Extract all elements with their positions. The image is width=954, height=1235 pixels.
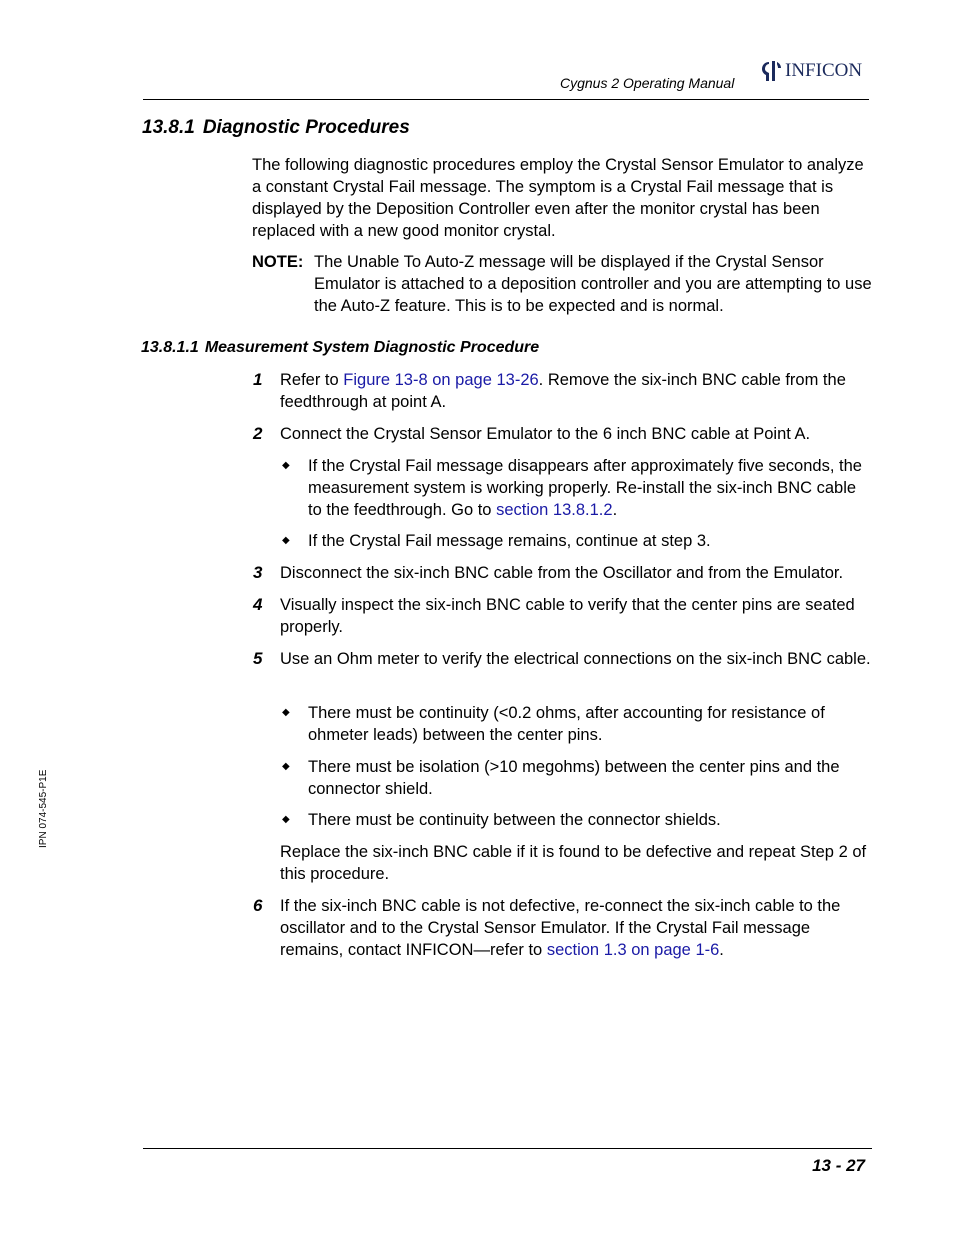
step-number: 3 xyxy=(253,563,263,582)
step-5-bullet-3: There must be continuity between the connector shields. xyxy=(308,811,721,829)
step-number: 1 xyxy=(253,370,263,389)
section-number: 13.8.1 xyxy=(142,117,195,138)
bullet-diamond-icon: ◆ xyxy=(282,761,290,772)
subsection-heading xyxy=(141,339,539,357)
section-heading xyxy=(142,117,410,139)
step-6-prefix: If the six-inch BNC cable is not defective, re-connect the six-inch cable to the oscillator and to the Crystal Sensor Emulator. If the Crystal Fail message remains, contact INFICON—refer to xyxy=(280,897,841,959)
step-3-text: Disconnect the six-inch BNC cable from the Oscillator and from the Emulator. xyxy=(280,564,844,582)
ipn-side-label: IPN 074-545-P1E xyxy=(38,769,49,848)
bullet-diamond-icon: ◆ xyxy=(282,707,290,718)
note-text: The Unable To Auto-Z message will be displayed if the Crystal Sensor Emulator is attached to a deposition controller and you are attempting to use the Auto-Z feature. This is to be expected and is normal. xyxy=(314,253,872,315)
bullet-prefix: If the Crystal Fail message disappears after approximately five seconds, the measurement system is working properly. Re-install the six-inch BNC cable to the feedthrough. Go to xyxy=(308,457,862,519)
section-link[interactable]: section 13.8.1.2 xyxy=(496,501,613,519)
subsection-number: 13.8.1.1 xyxy=(141,339,199,356)
step-2-text: Connect the Crystal Sensor Emulator to the 6 inch BNC cable at Point A. xyxy=(280,425,811,443)
bullet-diamond-icon: ◆ xyxy=(282,814,290,825)
step-1-prefix: Refer to xyxy=(280,371,344,389)
header-rule xyxy=(143,99,869,100)
intro-paragraph: The following diagnostic procedures employ the Crystal Sensor Emulator to analyze a constant Crystal Fail message. The symptom is a Crystal Fail message that is displayed by the Deposition Controller even after the monitor crystal has been replaced with a new good monitor crystal. xyxy=(252,156,864,240)
note-block xyxy=(252,251,872,317)
figure-link[interactable]: Figure 13-8 on page 13-26 xyxy=(343,371,539,389)
step-5-bullet-1: There must be continuity (<0.2 ohms, after accounting for resistance of ohmeter leads) between the center pins. xyxy=(308,704,825,744)
logo-text: INFICON xyxy=(785,60,863,81)
step-6-suffix: . xyxy=(719,941,724,959)
step-6-text xyxy=(280,895,872,961)
step-number: 2 xyxy=(253,424,263,443)
bullet-diamond-icon: ◆ xyxy=(282,535,290,546)
step-1-suffix: . Remove the six-inch BNC cable from the feedthrough at point A. xyxy=(280,371,846,411)
footer-rule xyxy=(143,1148,872,1149)
inficon-logo-icon xyxy=(760,59,782,83)
step-5-text: Use an Ohm meter to verify the electrical connections on the six-inch BNC cable. xyxy=(280,650,871,668)
step-4-text: Visually inspect the six-inch BNC cable to verify that the center pins are seated properly. xyxy=(280,596,855,636)
bullet-diamond-icon: ◆ xyxy=(282,460,290,471)
step-1-text xyxy=(280,369,872,413)
step-2-bullet-1 xyxy=(308,455,872,521)
step-5-bullet-2: There must be isolation (>10 megohms) between the center pins and the connector shield. xyxy=(308,758,840,798)
step-5-followup: Replace the six-inch BNC cable if it is found to be defective and repeat Step 2 of this procedure. xyxy=(280,843,867,883)
page-number: 13 - 27 xyxy=(812,1156,865,1175)
section-title: Diagnostic Procedures xyxy=(202,117,410,138)
step-number: 5 xyxy=(253,649,263,668)
note-label: NOTE: xyxy=(252,253,304,271)
step-number: 6 xyxy=(253,896,263,915)
inficon-logo xyxy=(760,58,862,84)
contact-section-link[interactable]: section 1.3 on page 1-6 xyxy=(546,941,720,959)
step-2-bullet-2: If the Crystal Fail message remains, continue at step 3. xyxy=(308,532,711,550)
step-number: 4 xyxy=(253,595,263,614)
bullet-suffix: . xyxy=(612,501,618,519)
manual-title: Cygnus 2 Operating Manual xyxy=(560,75,735,91)
subsection-title: Measurement System Diagnostic Procedure xyxy=(204,339,540,356)
